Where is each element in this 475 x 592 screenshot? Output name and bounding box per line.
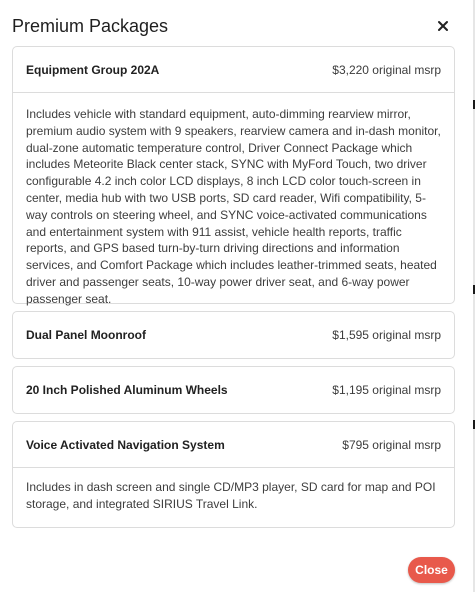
package-header[interactable]	[13, 312, 454, 358]
package-header[interactable]	[13, 367, 454, 413]
package-name: Equipment Group 202A	[26, 62, 160, 77]
package-name: 20 Inch Polished Aluminum Wheels	[26, 383, 228, 397]
package-card	[12, 311, 455, 359]
package-card	[12, 366, 455, 414]
dialog-title: Premium Packages	[12, 16, 169, 36]
package-card	[12, 46, 455, 304]
package-description: Includes vehicle with standard equipment, auto-dimming rearview mirror, premium audio system with 9 speakers, rearview camera and in-dash monitor, dual-zone automatic temperature control, Driver Connect Package which includes Meteorite Black center stack, SYNC with MyFord Touch, two driver configurable 4.2 inch color LCD displays, 8 inch LCD color touch-screen in center, media hub with two USB ports, SD card reader, Wifi compatibility, 5-way controls on steering wheel, and SYNC voice-activated communications and entertainment system with 911 assist, vehicle health reports, traffic reports, and GPS based turn-by-turn driving directions and information services, and Comfort Package which includes leather-trimmed seats, heated driver and passenger seats, 10-way power driver seat, and 6-way power passenger seat.	[13, 92, 454, 321]
package-description: Includes in dash screen and single CD/MP3 player, SD card for map and POI storage, and integrated SIRIUS Travel Link.	[13, 467, 454, 526]
dialog-header	[12, 13, 453, 39]
package-card	[12, 421, 455, 528]
package-price: $795 original msrp	[342, 437, 441, 452]
close-button[interactable]: Close	[408, 557, 455, 583]
package-name: Voice Activated Navigation System	[26, 437, 225, 452]
package-header[interactable]	[13, 422, 454, 467]
package-price: $3,220 original msrp	[332, 62, 441, 77]
package-header[interactable]	[13, 47, 454, 92]
package-name: Dual Panel Moonroof	[26, 328, 146, 342]
close-icon[interactable]	[433, 16, 453, 36]
package-price: $1,195 original msrp	[332, 383, 441, 397]
package-list	[12, 46, 455, 535]
package-price: $1,595 original msrp	[332, 328, 441, 342]
